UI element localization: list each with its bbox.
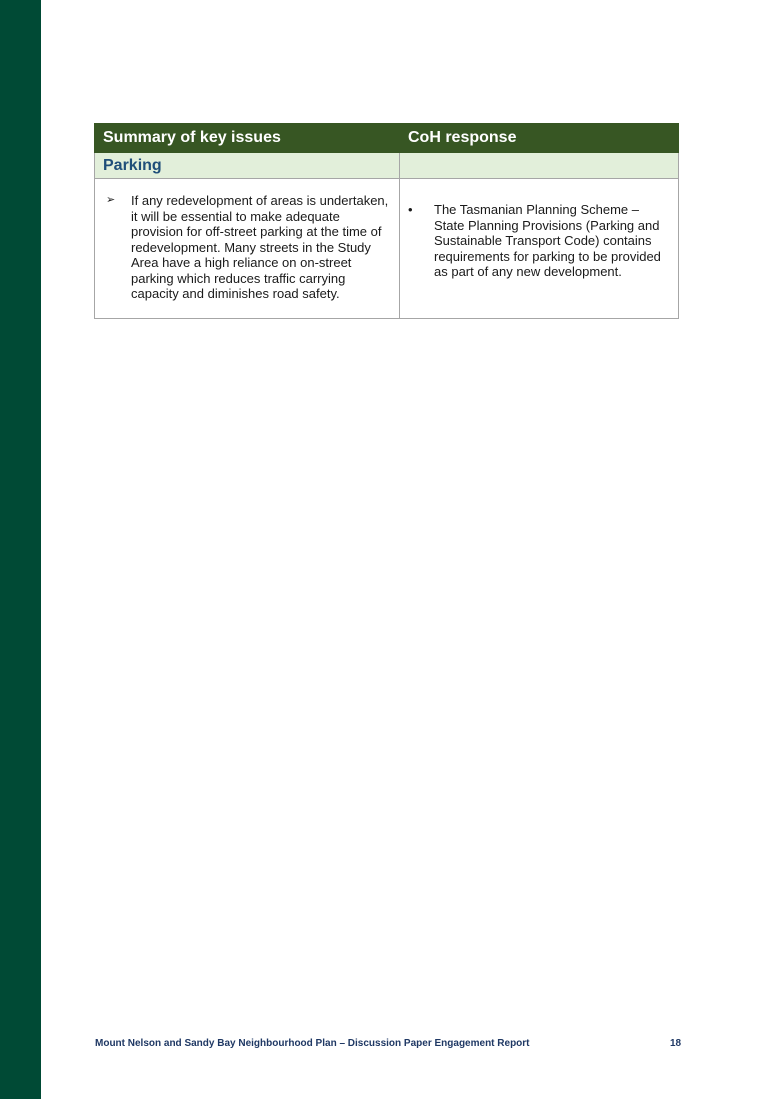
table-header-row <box>95 124 679 153</box>
section-row-parking <box>95 153 679 179</box>
key-issues-table <box>94 123 679 319</box>
section-title: Parking <box>95 153 400 179</box>
dot-bullet-icon: • <box>408 202 413 217</box>
issue-cell <box>95 179 400 319</box>
issue-text: If any redevelopment of areas is undertaken, it will be essential to make adequate provision for off-street parking at the time of redevelopment. Many streets in the Study Area have a high reliance on on-street parking which reduces traffic carrying capacity and diminishes road safety. <box>131 193 389 301</box>
response-cell <box>400 179 679 319</box>
side-color-bar <box>0 0 41 1099</box>
arrow-bullet-icon: ➢ <box>106 194 116 206</box>
page-number: 18 <box>670 1038 682 1049</box>
table-row <box>95 179 679 319</box>
response-text: The Tasmanian Planning Scheme – State Planning Provisions (Parking and Sustainable Transport Code) contains requirements for parking to be provided as part of any new development. <box>434 202 661 279</box>
header-summary-of-key-issues: Summary of key issues <box>95 124 400 153</box>
footer-report-title: Mount Nelson and Sandy Bay Neighbourhood Plan – Discussion Paper Engagement Report <box>95 1038 530 1049</box>
header-coh-response: CoH response <box>400 124 679 153</box>
section-empty-cell <box>400 153 679 179</box>
